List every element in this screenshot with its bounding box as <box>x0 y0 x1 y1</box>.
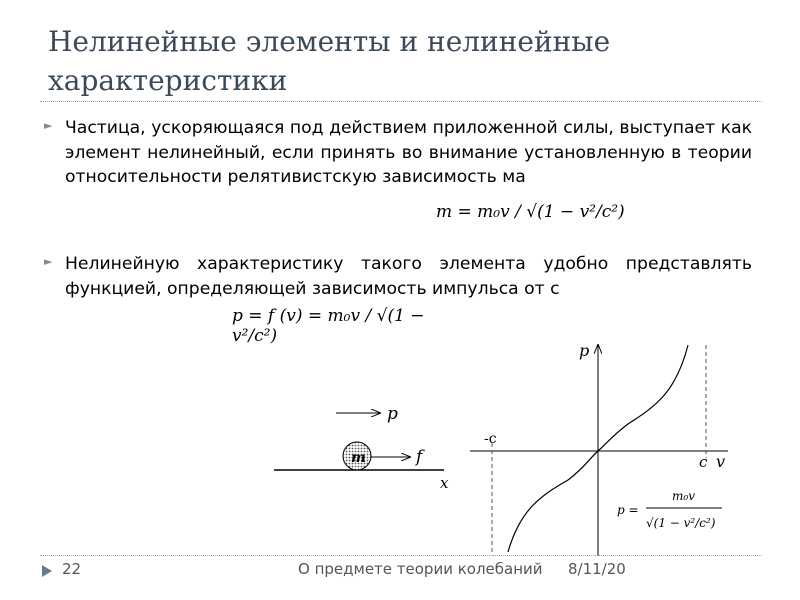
particle-diagram <box>274 404 449 492</box>
bullet-text-2: Нелинейную характеристику такого элемента удобно представлять функцией, определяющей зависимость импульса от с <box>65 254 752 299</box>
force-arrow-label: f <box>416 447 423 467</box>
momentum-graph <box>470 341 728 556</box>
ground-axis-label: x <box>440 474 449 492</box>
momentum-arrow-label: p <box>387 404 398 424</box>
graph-formula-denominator: √(1 − v²/c²) <box>646 516 716 530</box>
footer-divider <box>40 555 762 556</box>
particle-label: m <box>351 450 366 466</box>
footer-date: 8/11/20 <box>568 560 626 578</box>
footer-triangle-icon <box>40 564 54 578</box>
page-number: 22 <box>62 560 82 578</box>
bullet-text-1: Частица, ускоряющаяся под действием приложенной силы, выступает как элемент нелинейный, если принять во внимание установленную в теории относительности релятивистскую зависимость ма <box>65 118 752 187</box>
momentum-formula-text: p = f (v) = m₀v / √(1 − v²/c²) <box>232 306 425 346</box>
bullet-triangle-icon: ► <box>44 255 53 268</box>
v-axis-label: v <box>716 452 726 471</box>
footer-center-text: О предмете теории колебаний <box>298 560 543 578</box>
c-label: c <box>699 453 708 471</box>
bullet-triangle-icon: ► <box>44 119 53 132</box>
p-axis-label: p <box>579 341 590 360</box>
graph-formula-lhs: p = <box>617 503 639 517</box>
graph-formula-numerator: m₀v <box>672 489 695 503</box>
mass-formula-text: m = m₀v / √(1 − v²/c²) <box>436 202 625 222</box>
slide-title: Нелинейные элементы и нелинейные характеристики <box>48 25 611 97</box>
neg-c-label: -c <box>484 431 497 447</box>
